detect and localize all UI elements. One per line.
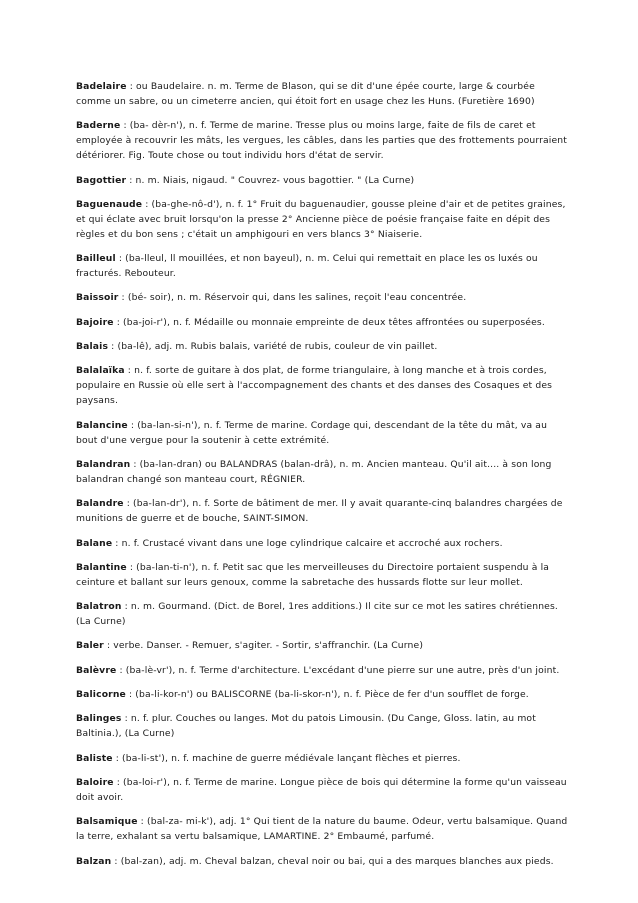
- entry-definition: : (ba-lè-vr'), n. f. Terme d'architecture. L'excédant d'une pierre sur une autre, près d'un joint.: [116, 664, 560, 676]
- entry-definition: : n. m. Gourmand. (Dict. de Borel, 1res additions.) Il cite sur ce mot les satires chrétiennes. (La Curne): [76, 601, 558, 628]
- entry-term: Baguenaude: [76, 198, 143, 210]
- entry-balancine: [76, 418, 568, 448]
- entry-term: Balais: [76, 341, 109, 353]
- entry-term: Balalaïka: [76, 365, 125, 377]
- entry-definition: : n. f. Crustacé vivant dans une loge cylindrique calcaire et accroché aux rochers.: [112, 537, 503, 549]
- entry-term: Bagottier: [76, 174, 127, 186]
- entry-balzan: [76, 854, 568, 869]
- entry-definition: : n. f. plur. Couches ou langes. Mot du patois Limousin. (Du Cange, Gloss. latin, au mot Baltinia.), (La Curne): [76, 713, 536, 740]
- entry-baderne: [76, 118, 568, 163]
- entry-bajoire: [76, 315, 568, 330]
- entry-baissoir: [76, 290, 568, 305]
- entry-term: Balantine: [76, 561, 127, 573]
- entry-definition: : (ba-loi-r'), n. f. Terme de marine. Longue pièce de bois qui détermine la forme qu'un vaisseau doit avoir.: [76, 776, 567, 803]
- entry-term: Balatron: [76, 601, 122, 613]
- entry-term: Balsamique: [76, 816, 138, 828]
- entry-definition: : (ba-lan-dr'), n. f. Sorte de bâtiment de mer. Il y avait quarante-cinq balandres chargées de munitions de guerre et de bouche, SAINT-SIMON.: [76, 498, 563, 525]
- entry-term: Balane: [76, 537, 113, 549]
- entry-definition: : (ba-lan-ti-n'), n. f. Petit sac que les merveilleuses du Directoire portaient suspendu à la ceinture et ballant sur leurs genoux, comme la sabretache des hussards flotte sur leur mollet.: [76, 561, 550, 588]
- entry-term: Badelaire: [76, 81, 127, 92]
- entry-definition: : (ba-lan-dran) ou BALANDRAS (balan-drâ), n. m. Ancien manteau. Qu'il ait.... à son long balandran changé son manteau court, RÉGNIER.: [76, 458, 552, 485]
- entry-term: Baler: [76, 640, 104, 652]
- entry-term: Baloire: [76, 776, 114, 788]
- entry-bailleul: [76, 251, 568, 281]
- entry-balandran: [76, 457, 568, 487]
- entry-definition: : verbe. Danser. - Remuer, s'agiter. - Sortir, s'affranchir. (La Curne): [103, 640, 424, 652]
- entry-balais: [76, 339, 568, 354]
- entry-term: Bajoire: [76, 316, 114, 328]
- entry-definition: : (ba-li-st'), n. f. machine de guerre médiévale lançant flèches et pierres.: [112, 752, 461, 764]
- entry-definition: : (ba-lleul, ll mouillées, et non bayeul), n. m. Celui qui remettait en place les os luxés ou fracturés. Rebouteur.: [76, 253, 538, 280]
- entry-balatron: [76, 599, 568, 629]
- entry-term: Balzan: [76, 855, 112, 867]
- entry-badelaire: [76, 79, 568, 109]
- entry-balantine: [76, 560, 568, 590]
- entry-definition: : (ba- dèr-n'), n. f. Terme de marine. Tresse plus ou moins large, faite de fils de caret et employée à recouvrir les mâts, les vergues, les câbles, dans les parties que des frottements pourraient détériorer. Fig. Toute chose ou tout individu hors d'état de servir.: [76, 120, 568, 162]
- entry-baliste: [76, 751, 568, 766]
- entry-term: Baliste: [76, 752, 113, 764]
- dictionary-page: [76, 79, 568, 878]
- entry-term: Balicorne: [76, 689, 126, 701]
- entry-balalaika: [76, 363, 568, 408]
- entry-term: Balèvre: [76, 664, 117, 676]
- entry-term: Bailleul: [76, 253, 116, 265]
- entry-definition: : (bal-za- mi-k'), adj. 1° Qui tient de la nature du baume. Odeur, vertu balsamique. Quand la terre, exhalant sa vertu balsamique, LAMARTINE. 2° Embaumé, parfumé.: [76, 816, 568, 843]
- entry-definition: : n. f. sorte de guitare à dos plat, de forme triangulaire, à long manche et à trois cordes, populaire en Russie où elle sert à l'accompagnement des chants et des danses des Cosaques et des paysans.: [76, 365, 553, 407]
- entry-definition: : n. m. Niais, nigaud. " Couvrez- vous bagottier. " (La Curne): [126, 174, 415, 186]
- entry-term: Balandre: [76, 498, 124, 510]
- entry-definition: : (ba-joi-r'), n. f. Médaille ou monnaie empreinte de deux têtes affrontées ou superposées.: [113, 316, 545, 328]
- entry-balsamique: [76, 814, 568, 844]
- entry-definition: : ou Baudelaire. n. m. Terme de Blason, qui se dit d'une épée courte, large & courbée comme un sabre, ou un cimeterre ancien, qui étoit fort en usage chez les Huns. (Furetière 1690): [76, 81, 535, 107]
- entry-balane: [76, 536, 568, 551]
- entry-term: Baderne: [76, 120, 121, 132]
- entry-definition: : (bé- soir), n. m. Réservoir qui, dans les salines, reçoit l'eau concentrée.: [118, 292, 467, 304]
- entry-balandre: [76, 496, 568, 526]
- entry-baler: [76, 638, 568, 653]
- entry-baguenaude: [76, 197, 568, 242]
- entry-term: Balandran: [76, 458, 131, 470]
- entry-term: Balinges: [76, 713, 122, 725]
- entry-balinges: [76, 711, 568, 741]
- entry-term: Balancine: [76, 419, 128, 431]
- entry-balevre: [76, 663, 568, 678]
- entry-definition: : (bal-zan), adj. m. Cheval balzan, cheval noir ou bai, qui a des marques blanches aux pieds.: [111, 855, 554, 867]
- entry-definition: : (ba-lan-si-n'), n. f. Terme de marine. Cordage qui, descendant de la tête du mât, va au bout d'une vergue pour la soutenir à cette extrémité.: [76, 419, 548, 446]
- entry-definition: : (ba-lê), adj. m. Rubis balais, variété de rubis, couleur de vin paillet.: [108, 341, 438, 353]
- entry-term: Baissoir: [76, 292, 119, 304]
- entry-definition: : (ba-li-kor-n') ou BALISCORNE (ba-li-skor-n'), n. f. Pièce de fer d'un soufflet de forge.: [125, 689, 529, 701]
- entry-balicorne: [76, 687, 568, 702]
- entry-bagottier: [76, 173, 568, 188]
- entry-baloire: [76, 775, 568, 805]
- entry-definition: : (ba-ghe-nô-d'), n. f. 1° Fruit du baguenaudier, gousse pleine d'air et de petites graines, et qui éclate avec bruit lorsqu'on la presse 2° Ancienne pièce de poésie française faite en dépit des règles et du bon sens ; c'était un amphigouri en vers blancs 3° Niaiserie.: [76, 198, 566, 240]
